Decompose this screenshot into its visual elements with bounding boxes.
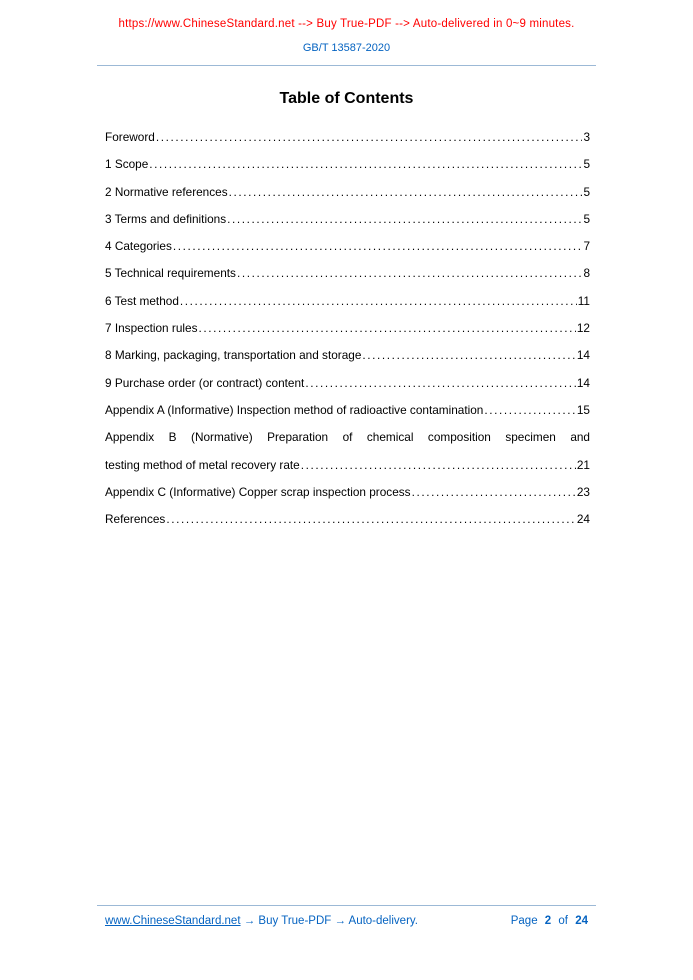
toc-leader-dots [156, 124, 583, 151]
toc-entry [105, 151, 590, 178]
toc-leader-dots [301, 452, 576, 479]
toc-entry [105, 233, 590, 260]
toc-entry-page: 8 [583, 266, 590, 281]
toc-leader-dots [305, 370, 576, 397]
toc-entry [105, 206, 590, 233]
toc-entry [105, 397, 590, 424]
toc-entry [105, 370, 590, 397]
toc-entry-label: 9 Purchase order (or contract) content [105, 375, 305, 390]
toc-leader-dots [180, 288, 577, 315]
toc-list [105, 124, 590, 533]
toc-entry-label: 4 Categories [105, 239, 172, 254]
page-current: 2 [544, 915, 552, 927]
toc-leader-dots [173, 233, 583, 260]
toc-entry-label: 1 Scope [105, 157, 149, 172]
toc-leader-dots [229, 179, 583, 206]
toc-entry-label: 2 Normative references [105, 184, 228, 199]
toc-entry-label: 6 Test method [105, 293, 179, 308]
toc-entry-page: 23 [576, 484, 590, 499]
toc-entry-label: 3 Terms and definitions [105, 211, 227, 226]
toc-entry [105, 179, 590, 206]
footer-tagline: → Buy True-PDF → Auto-delivery. [240, 915, 418, 927]
toc-entry-page: 7 [583, 239, 590, 254]
toc-entry [105, 124, 590, 151]
toc-leader-dots [237, 260, 583, 287]
toc-leader-dots [166, 506, 576, 533]
toc-entry-label: 7 Inspection rules [105, 321, 198, 336]
toc-entry-page: 12 [576, 321, 590, 336]
toc-leader-dots [227, 206, 582, 233]
toc-entry-label: Appendix B (Normative) Preparation of chemical composition specimen and [105, 430, 590, 445]
toc-leader-dots [484, 397, 576, 424]
toc-entry-page: 14 [576, 375, 590, 390]
toc-leader-dots [149, 151, 582, 178]
toc-entry-label: testing method of metal recovery rate [105, 457, 300, 472]
toc-entry-label: Appendix A (Informative) Inspection method of radioactive contamination [105, 402, 484, 417]
toc-entry-label: 8 Marking, packaging, transportation and storage [105, 348, 362, 363]
toc-entry-page: 24 [576, 512, 590, 527]
toc-entry-label: Foreword [105, 130, 155, 144]
toc-entry [105, 288, 590, 315]
toc-entry-page: 5 [583, 157, 590, 172]
footer-left [105, 915, 418, 927]
footer-divider [97, 905, 596, 906]
toc-entry [105, 342, 590, 369]
toc-entry-page: 21 [576, 457, 590, 472]
toc-entry-label: References [105, 512, 166, 527]
toc-entry [105, 424, 590, 451]
toc-entry-page: 15 [576, 402, 590, 417]
toc-entry-page: 5 [583, 211, 590, 226]
toc-entry-page: 14 [576, 348, 590, 363]
toc-entry [105, 506, 590, 533]
toc-leader-dots [412, 479, 576, 506]
header-divider [97, 65, 596, 66]
toc-leader-dots [362, 342, 575, 369]
toc-entry [105, 260, 590, 287]
page-header [0, 0, 693, 66]
toc-leader-dots [198, 315, 575, 342]
toc-entry-page: 11 [577, 293, 590, 308]
toc-entry [105, 315, 590, 342]
page-footer [97, 905, 596, 927]
toc-entry-label: 5 Technical requirements [105, 266, 236, 281]
page-total: 24 [575, 915, 588, 927]
toc-entry [105, 452, 590, 479]
toc-entry-page: 3 [583, 130, 590, 144]
toc-entry-label: Appendix C (Informative) Copper scrap inspection process [105, 484, 411, 499]
footer-line [97, 915, 596, 927]
promo-link[interactable]: https://www.ChineseStandard.net --> Buy True-PDF --> Auto-delivered in 0~9 minutes. [118, 18, 575, 30]
toc-entry [105, 479, 590, 506]
toc-entry-page: 5 [583, 184, 590, 199]
page-indicator [511, 915, 588, 927]
toc-title: Table of Contents [279, 90, 414, 107]
standard-number: GB/T 13587-2020 [302, 42, 391, 54]
page-label: Page [510, 915, 538, 927]
footer-site-link[interactable]: www.ChineseStandard.net [105, 915, 241, 927]
page-of-label: of [558, 915, 568, 927]
